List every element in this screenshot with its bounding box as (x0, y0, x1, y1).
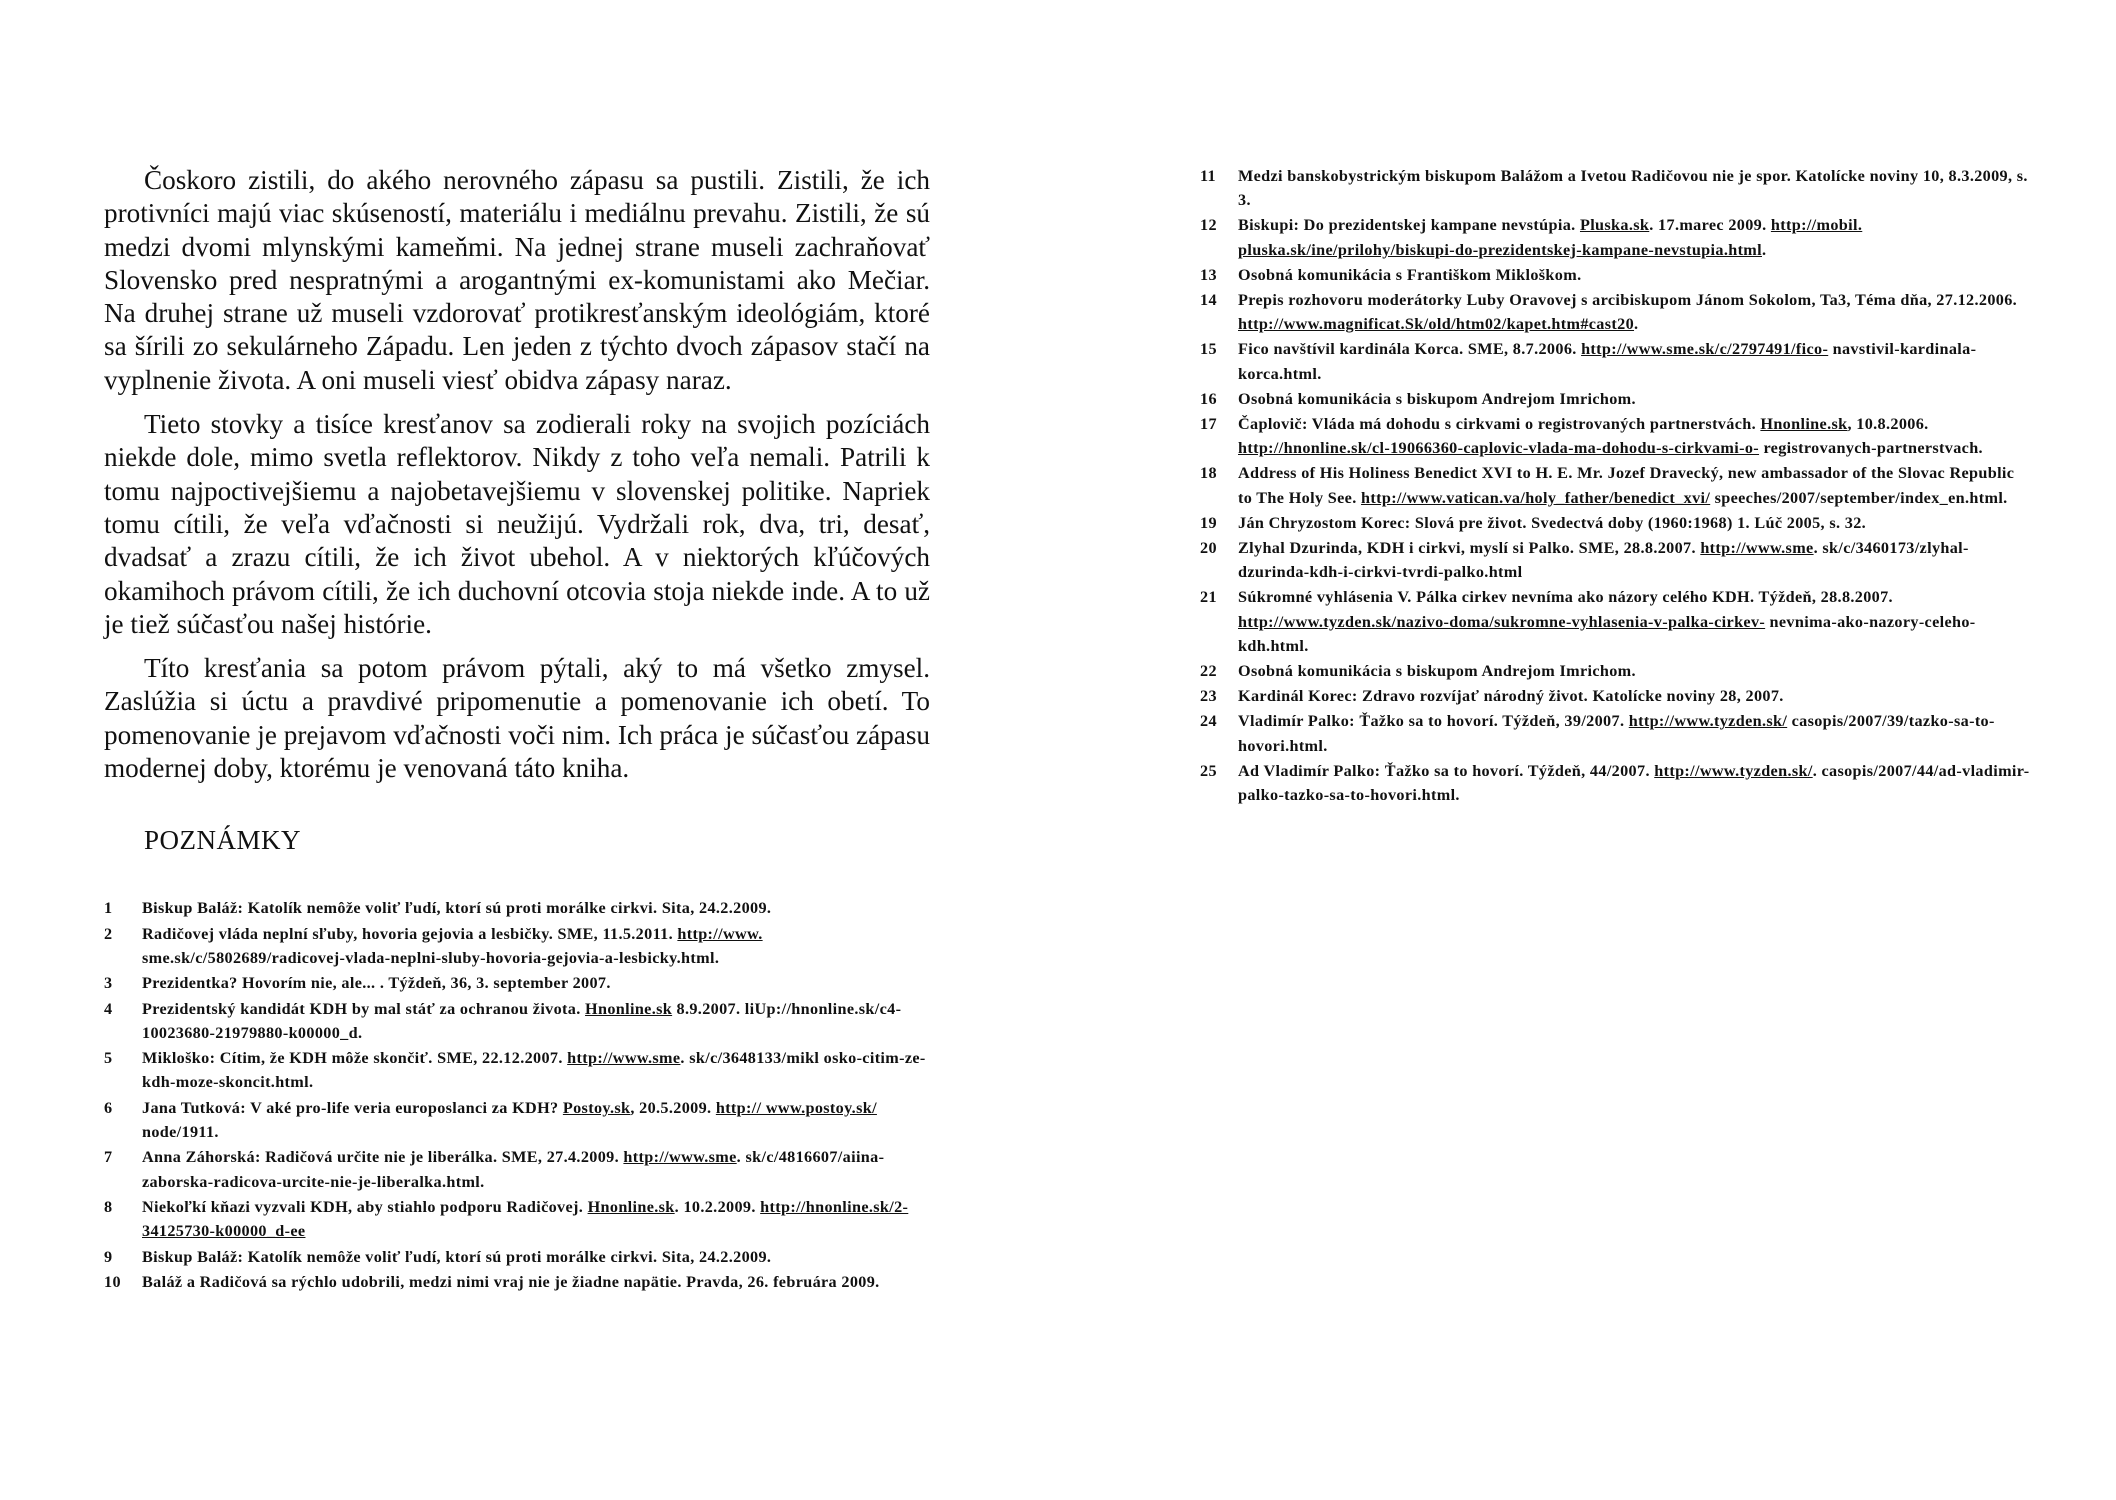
note-item (104, 1046, 930, 1095)
note-text: Fico navštívil kardinála Korca. SME, 8.7.2006. (1238, 340, 1582, 359)
note-number: 22 (1200, 662, 1217, 681)
note-link[interactable]: http://www.sme (1700, 539, 1814, 558)
note-text: speeches/2007/september/index_en.html. (1710, 488, 2008, 507)
note-number: 4 (104, 999, 113, 1018)
note-link[interactable]: http://www. (677, 924, 763, 943)
note-text: Súkromné vyhlásenia V. Pálka cirkev nevníma ako názory celého KDH. Týždeň, 28.8.2007. (1238, 588, 1893, 607)
paragraph: Títo kresťania sa potom právom pýtali, aký to má všetko zmysel. Zaslúžia si úctu a pravdivé pripomenutie a pomenovanie ich obetí. To pomenovanie je prejavom vďačnosti voči nim. Ich práca je súčasťou zápasu modernej doby, ktorému je venovaná táto kniha. (104, 653, 930, 784)
note-link[interactable]: http://www.sme (567, 1049, 681, 1068)
note-text: sme.sk/c/5802689/radicovej-vlada-neplni-sluby-hovoria-gejovia-a-lesbicky.html. (142, 948, 720, 967)
note-text: . sk/c/4816607/aiina-zaborska-radicova-urcite-nie-je-liberalka.html. (142, 1148, 885, 1191)
note-link[interactable]: Postoy.sk (562, 1098, 631, 1117)
note-number: 7 (104, 1148, 113, 1167)
note-number: 1 (104, 899, 113, 918)
note-link[interactable]: Hnonline.sk (585, 999, 673, 1018)
note-item (1200, 213, 2030, 261)
note-number: 3 (104, 974, 113, 993)
note-text: Osobná komunikácia s Františkom Mikloškom. (1238, 265, 1582, 284)
note-text: . (1634, 315, 1639, 334)
note-link[interactable]: http://www.magnificat.Sk/old/htm02/kapet.htm#cast20 (1238, 315, 1635, 334)
paragraph: Čoskoro zistili, do akého nerovného zápasu sa pustili. Zistili, že ich protivníci majú viac skúseností, materiálu i mediálnu prevahu. Zistili, že sú medzi dvomi mlynskými kameňmi. Na jednej strane museli zachraňovať Slovensko pred nespratnými a arogantnými ex-komunistami ako Mečiar. Na druhej strane už museli vzdorovať protikresťanským ideológiám, ktoré sa šírili zo sekulárneho Západu. Len jeden z týchto dvoch zápasov stačí na vyplnenie života. A oni museli viesť obidva zápasy naraz. (104, 165, 930, 395)
note-item (104, 997, 930, 1046)
paragraph: Tieto stovky a tisíce kresťanov sa zodierali roky na svojich pozíciách niekde dole, mimo svetla reflektorov. Nikdy z toho veľa nemali. Patrili k tomu najpoctivejšiemu a najobetavejšiemu v slovenskej politike. Napriek tomu cítili, že veľa vďačnosti si neužijú. Vydržali rok, dva, tri, desať, dvadsať a zrazu cítili, že ich život ubehol. A v niektorých kľúčových okamihoch právom cítili, že ich duchovní otcovia stoja niekde inde. A to už je tiež súčasťou našej histórie. (104, 409, 930, 639)
note-text: Ján Chryzostom Korec: Slová pre život. Svedectvá doby (1960:1968) 1. Lúč 2005, s. 32. (1238, 513, 1867, 532)
note-item (1200, 288, 2030, 336)
note-item (1200, 337, 2030, 385)
note-number: 13 (1200, 265, 1217, 284)
note-item (1200, 585, 2030, 658)
note-number: 14 (1200, 291, 1217, 310)
note-text: . 17.marec 2009. (1649, 216, 1771, 235)
note-text: Baláž a Radičová sa rýchlo udobrili, medzi nimi vraj nie je žiadne napätie. Pravda, 26. februára 2009. (142, 1272, 880, 1291)
note-text: Prezidentský kandidát KDH by mal stáť za ochranou života. (142, 999, 586, 1018)
note-text: Address of His Holiness Benedict XVI to H. E. Mr. Jozef Dravecký, new ambassador of the Slovac Republic to The Holy See. (1238, 464, 2015, 507)
note-link[interactable]: Pluska.sk (1579, 216, 1650, 235)
note-text: Anna Záhorská: Radičová určite nie je liberálka. SME, 27.4.2009. (142, 1148, 624, 1167)
note-text: Vladimír Palko: Ťažko sa to hovorí. Týždeň, 39/2007. (1238, 712, 1629, 731)
note-text: node/1911. (142, 1123, 219, 1142)
note-item (1200, 461, 2030, 509)
note-text: registrovanych-partnerstvach. (1759, 439, 1983, 458)
note-text: Zlyhal Dzurinda, KDH i cirkvi, myslí si Palko. SME, 28.8.2007. (1238, 539, 1701, 558)
note-number: 20 (1200, 539, 1217, 558)
left-page (104, 164, 930, 1295)
note-link[interactable]: Hnonline.sk (587, 1197, 675, 1216)
note-link[interactable]: http://www.tyzden.sk/nazivo-doma/sukromne-vyhlasenia-v-palka-cirkev- (1238, 612, 1766, 631)
note-item (104, 971, 930, 995)
right-page (1200, 164, 2030, 808)
note-item (104, 1195, 930, 1244)
note-text: nevnima-ako-nazory-celeho-kdh.html. (1238, 612, 1976, 655)
note-text: Prepis rozhovoru moderátorky Luby Oravovej s arcibiskupom Jánom Sokolom, Ta3, Téma dňa, 27.12.2006. (1238, 291, 2018, 310)
note-item (1200, 511, 2030, 535)
note-text: Osobná komunikácia s biskupom Andrejom Imrichom. (1238, 662, 1636, 681)
notes-heading: POZNÁMKY (144, 825, 302, 856)
note-number: 11 (1200, 167, 1216, 185)
notes-list (104, 896, 930, 1294)
note-item (1200, 659, 2030, 683)
note-item (1200, 709, 2030, 757)
note-text: Jana Tutková: V aké pro-life veria europoslanci za KDH? (142, 1098, 563, 1117)
note-link[interactable]: http://www.tyzden.sk/ (1654, 761, 1813, 780)
body-text (104, 164, 930, 785)
note-item (1200, 164, 2030, 212)
note-item (1200, 263, 2030, 287)
note-text: Biskup Baláž: Katolík nemôže voliť ľudí, ktorí sú proti morálke cirkvi. Sita, 24.2.2009. (142, 1247, 772, 1266)
note-text: casopis/2007/39/tazko-sa-to-hovori.html. (1238, 712, 1995, 755)
note-link[interactable]: Hnonline.sk (1760, 415, 1848, 434)
note-number: 9 (104, 1247, 113, 1266)
note-number: 24 (1200, 712, 1217, 731)
note-text: Prezidentka? Hovorím nie, ale... . Týždeň, 36, 3. september 2007. (142, 974, 611, 993)
note-text: . casopis/2007/44/ad-vladimir-palko-tazko-sa-to-hovori.html. (1238, 761, 2030, 805)
note-text: Mikloško: Cítim, že KDH môže skončiť. SME, 22.12.2007. (142, 1049, 568, 1068)
note-link[interactable]: http://www.tyzden.sk/ (1628, 712, 1788, 731)
notes-list (1200, 164, 2030, 807)
note-text: . 10.2.2009. (674, 1197, 761, 1216)
note-item (104, 1096, 930, 1145)
note-text: , 20.5.2009. (630, 1098, 716, 1117)
note-link[interactable]: http://www.vatican.va/holy_father/benedict_xvi/ (1361, 488, 1711, 507)
note-text: Ad Vladimír Palko: Ťažko sa to hovorí. Týždeň, 44/2007. (1238, 761, 1655, 780)
note-text: Kardinál Korec: Zdravo rozvíjať národný život. Katolícke noviny 28, 2007. (1238, 687, 1784, 706)
note-number: 6 (104, 1098, 113, 1117)
note-item (104, 922, 930, 971)
note-number: 17 (1200, 415, 1217, 434)
note-item (1200, 412, 2030, 460)
note-text: Radičovej vláda neplní sľuby, hovoria gejovia a lesbičky. SME, 11.5.2011. (142, 924, 678, 943)
note-item (104, 896, 930, 920)
note-text: navstivil-kardinala-korca.html. (1238, 340, 1977, 383)
note-text: . sk/c/3648133/mikl osko-citim-ze-kdh-moze-skoncit.html. (142, 1049, 926, 1092)
note-text: . sk/c/3460173/zlyhal-dzurinda-kdh-i-cirkvi-tvrdi-palko.html (1238, 539, 1969, 582)
note-number: 18 (1200, 464, 1217, 483)
note-number: 2 (104, 924, 113, 943)
note-text: Medzi banskobystrickým biskupom Balážom a Ivetou Radičovou nie je spor. Katolícke noviny 10, 8.3.2009, s. 3. (1238, 167, 2028, 210)
note-text: Čaplovič: Vláda má dohodu s cirkvami o registrovaných partnerstvách. (1238, 415, 1761, 434)
note-item (1200, 387, 2030, 411)
note-text: Osobná komunikácia s biskupom Andrejom Imrichom. (1238, 389, 1636, 408)
note-item (104, 1270, 930, 1294)
note-item (1200, 536, 2030, 584)
note-number: 19 (1200, 513, 1217, 532)
note-number: 23 (1200, 687, 1217, 706)
note-number: 15 (1200, 340, 1217, 359)
note-number: 5 (104, 1049, 113, 1068)
note-item (1200, 759, 2030, 807)
note-number: 12 (1200, 216, 1217, 235)
note-text: , 10.8.2006. (1847, 415, 1929, 434)
note-text: 8.9.2007. liUp://hnonline.sk/c4-10023680-21979880-k00000_d. (142, 999, 902, 1042)
note-number: 16 (1200, 389, 1217, 408)
note-item (1200, 684, 2030, 708)
note-number: 8 (104, 1197, 113, 1216)
note-link[interactable]: http://www.sme (623, 1148, 737, 1167)
note-text: . (1762, 240, 1767, 259)
note-link[interactable]: http://hnonline.sk/2-34125730-k00000_d-ee (142, 1197, 909, 1241)
note-link[interactable]: http://www.sme.sk/c/2797491/fico- (1581, 340, 1829, 359)
note-item (104, 1145, 930, 1194)
note-link[interactable]: http://hnonline.sk/cl-19066360-caplovic-vlada-ma-dohodu-s-cirkvami-o- (1238, 439, 1760, 458)
note-text: Biskup Baláž: Katolík nemôže voliť ľudí, ktorí sú proti morálke cirkvi. Sita, 24.2.2009. (142, 899, 772, 918)
note-link[interactable]: http:// www.postoy.sk/ (715, 1098, 877, 1117)
note-number: 21 (1200, 588, 1217, 607)
note-link[interactable]: http://mobil. pluska.sk/ine/prilohy/biskupi-do-prezidentskej-kampane-nevstupia.html (1238, 216, 1863, 259)
note-text: Biskupi: Do prezidentskej kampane nevstúpia. (1238, 216, 1580, 235)
note-number: 10 (104, 1272, 121, 1291)
note-item (104, 1245, 930, 1269)
note-number: 25 (1200, 761, 1217, 780)
note-text: Niekoľkí kňazi vyzvali KDH, aby stiahlo podporu Radičovej. (142, 1197, 588, 1216)
